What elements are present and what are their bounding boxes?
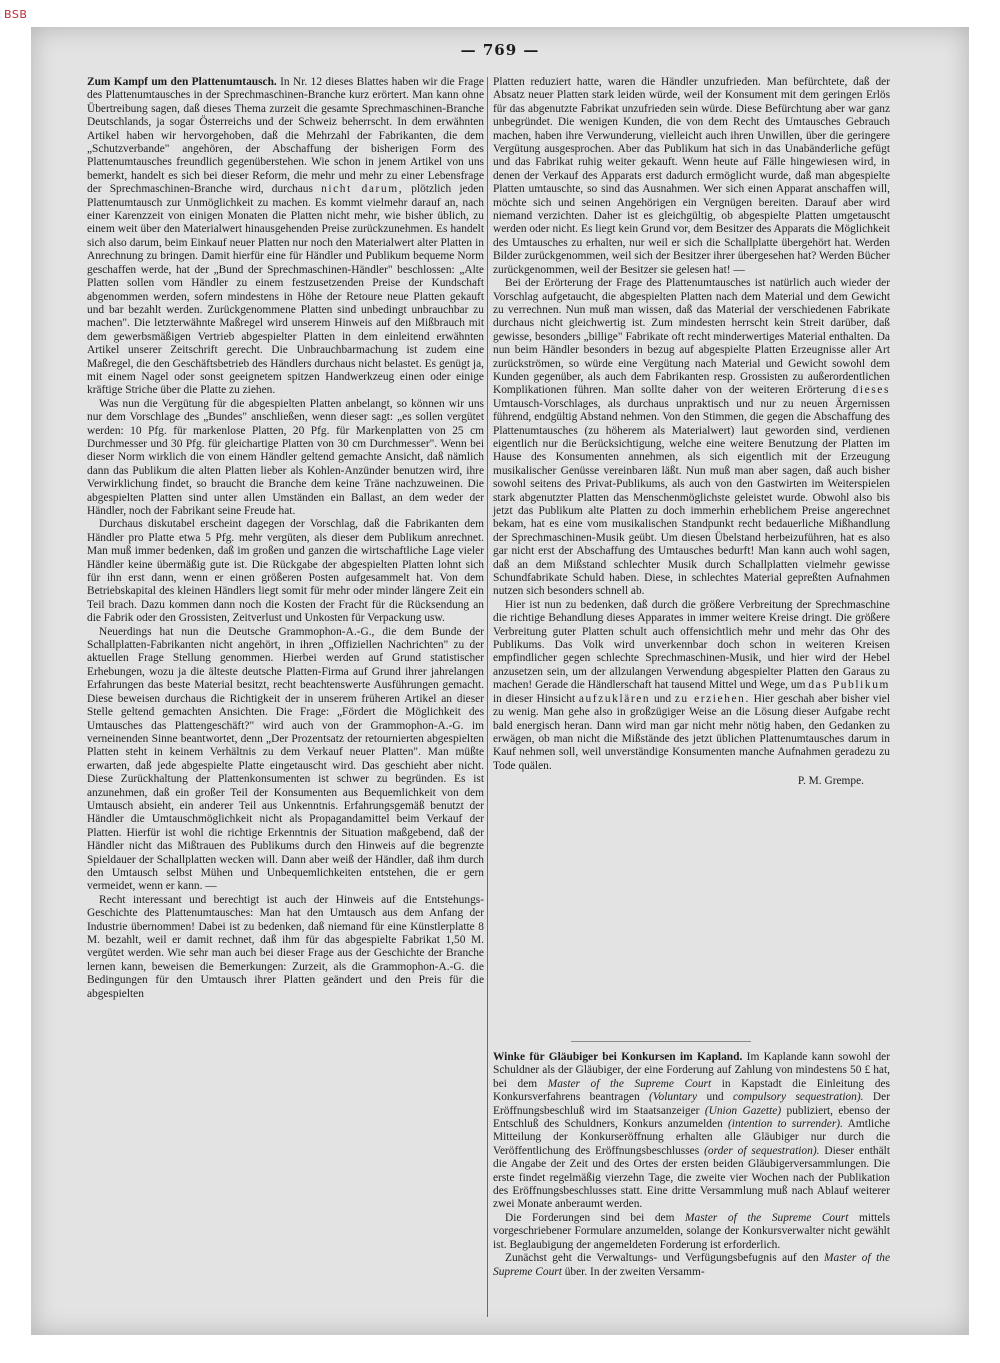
article-paragraph: Recht interessant und berechtigt ist auch der Hinweis auf die Entstehungs-Geschichte des Plattenumtausches: Man hat den Umtausch aus dem Anfang der Industrie übernommen! Dabei ist zu bedenken, daß niemand für eine Künstlerplatte 8 M. bezahlt, weil er damit rechnet, daß ihm für das abgespielte Fabrikat 1,50 M. vergütet werden. Wie sehr man auch bei dieser Frage aus der Geschichte der Branche lernen kann, beweisen die Bemerkungen: Zurzeit, als die Grammophon-A.-G. die Bedingungen für den Umtausch ihrer Platten geändert und den Preis für die abgespielten: [87, 893, 484, 1000]
article-paragraph: Bei der Erörterung der Frage des Plattenumtausches ist natürlich auch wieder der Vorschlag aufgetaucht, die abgespielten Platten nach dem Material und dem Gewicht zu verrechnen. Nun muß man wissen, daß das Material der verschiedenen Fabrikate durchaus nicht gleichwertig ist. Zum mindesten herrscht kein Streit darüber, daß gewisse, besonders „billige" Fabrikate oft recht minderwertiges Material enthalten. Da nun beim Händler besonders in bezug auf abgespielte Platten Erzeugnisse aller Art zurückströmen, so würde eine Vergütung nach Material und Gewicht sowohl dem Kunden gegenüber, als auch dem Fabrikanten resp. Grossisten zu außerordentlichen Komplikationen führen. Man sollte daher von der weiteren Erörterung dieses Umtausch-Vorschlages, als durchaus unpraktisch und nur zu neuen Ärgernissen führend, endgültig Abstand nehmen. Von den Stimmen, die gegen die Abschaffung des Plattenumtausches (zu höherem als Materialwert) laut geworden sind, verdienen eigentlich nur die Berücksichtigung, welche eine weitere Benutzung der Platten im Hause des Konsumenten annehmen, als sich eigentlich mit der Erzeugung musikalischer Genüsse vereinbaren läßt. Nun muß man aber sagen, daß auch bisher sowohl seitens des Privat-Publikums, als auch von den Gastwirten im Weiterspielen stark abgenutzter Platten das Menschenmöglichste geleistet wurde. Obwohl also bis jetzt das Publikum alte Platten zu doch immerhin erheblichem Preise angerechnet bekam, hat es eine vom musikalischen Standpunkt recht bedauerliche Mißhandlung der Sprechmaschinen-Musik geübt. Um diesen Übelstand herbeizuführen, hat es also gar nicht erst der Abschaffung des Umtausches bedurft! Man kann auch wohl sagen, daß an dem Mißstand schlechter Musik durch Schallplatten vielmehr gewisse Schundfabrikate Schuld haben. Diese, in schlechtes Material gepreßten Aufnahmen nutzen sich besonders schnell ab.: [493, 277, 890, 598]
left-column: [87, 76, 484, 1315]
right-column-top: [493, 76, 890, 789]
article-paragraph: Zum Kampf um den Plattenumtausch. In Nr. 12 dieses Blattes haben wir die Frage des Plattenumtausches in der Sprechmaschinen-Branche kurz erörtert. Man kann ohne Übertreibung sagen, daß dieses Thema zurzeit die gesamte Sprechmaschinen-Branche Deutschlands, ja sogar Österreichs und der Schweiz beherrscht. In dem erwähnten Artikel haben wir hervorgehoben, daß die Mehrzahl der Fabrikanten, die dem „Schutzverbande" angehören, der Abschaffung der bisherigen Form des Plattenumtausches freundlich gegenüberstehen. Wie schon in jenem Artikel von uns bemerkt, handelt es sich bei dieser Reform, die mehr und mehr zu einer Lebensfrage der Sprechmaschinen-Branche wird, durchaus nicht darum, plötzlich jeden Plattenumtausch zur Unmöglichkeit zu machen. Es kommt vielmehr darauf an, nach einer Karenzzeit von einigen Monaten die Platten nicht mehr, wie bisher üblich, zu einem weit über den Materialwert hinausgehenden Preise zurückzunehmen. Es handelt sich also darum, beim Einkauf neuer Platten nur noch den Materialwert alter Platten in Anrechnung zu bringen. Damit hierfür eine für Händler und Publikum bequeme Norm geschaffen werde, hat der „Bund der Sprechmaschinen-Händler" beschlossen: „Alte Platten sollen vom Händler zu einem festzusetzenden Preise der Kundschaft abgenommen werden, sofern mindestens in Höhe der Retoure neue Platten gekauft und bar bezahlt werden. Zurückgenommene Platten sind unbedingt unbrauchbar zu machen". Die letzterwähnte Maßregel wird unserem Hinweis auf den Mißbrauch mit dem gewerbsmäßigen Vertrieb abgespielter Platten in dem einleitend erwähnten Artikel unserer Zeitschrift gerecht. Die Unbrauchbarmachung ist zudem eine Maßregel, die den Geschäftsbetrieb des Händlers durchaus nicht belastet. Es genügt ja, mit einem Nagel oder sonst geeignetem spitzen Handwerkzeug einen oder einige kräftige Striche über die Platte zu ziehen.: [87, 76, 484, 397]
article-separator: [571, 1041, 751, 1042]
scanned-page: [31, 27, 969, 1335]
author-signature: P. M. Grempe.: [797, 775, 864, 788]
page-number: — 769 —: [460, 41, 540, 59]
article-paragraph: Neuerdings hat nun die Deutsche Grammophon-A.-G., die dem Bunde der Schallplatten-Fabrikanten nicht angehört, in ihren „Offiziellen Nachrichten" zu der aktuellen Frage Stellung genommen. Hierbei werden auf Grund statistischer Erhebungen, wozu ja die älteste deutsche Platten-Firma auf Grund ihrer jahrelangen Erfahrungen das beste Material besitzt, recht beachtenswerte Ausführungen gemacht. Diese beweisen durchaus die Richtigkeit der in unserem früheren Artikel an dieser Stelle geltend gemachten Ansichten. Die Frage: „Fördert die Möglichkeit des Umtausches das Plattengeschäft?" wird auch von der Grammophon-A.-G. im verneinenden Sinne beantwortet, denn „Der Prozentsatz der retournierten abgespielten Platten steht in keinem Verhältnis zu dem Verkauf neuer Platten". Man müßte erwarten, daß jede abgespielte Platte eingetauscht wird. Das geschieht aber nicht. Diese Zurückhaltung der Plattenkonsumenten ist schwer zu begründen. Es ist anzunehmen, daß ein großer Teil der Konsumenten aus Bequemlichkeit von dem Umtausch absieht, ein anderer Teil aus Unkenntnis. Erfahrungsgemäß benutzt der Händler die Umtauschmöglichkeit nicht als Propagandamittel beim Verkauf der Platten. Hierfür ist wohl die richtige Erkenntnis der Situation maßgebend, daß der Händler nicht das Mißtrauen des Publikums durch den Hinweis auf die begrenzte Spieldauer der Schallplatten wecken will. Dann aber weiß der Händler, daß ihm durch den Umtausch selbst Mühen und Unbequemlichkeiten entstehen, die er gern vermeidet, wenn er kann. —: [87, 625, 484, 893]
article-heading: Winke für Gläubiger bei Konkursen im Kapland.: [493, 1051, 743, 1063]
article-paragraph: Durchaus diskutabel erscheint dagegen der Vorschlag, daß die Fabrikanten dem Händler pro Platte etwa 5 Pfg. mehr vergüten, als dieser dem Publikum anrechnet. Man muß immer bedenken, daß im großen und ganzen die wirtschaftliche Lage vieler Händler keine übermäßig gute ist. Die Rückgabe der abgespielten Platten lohnt sich für ihn erst dann, wenn er einen größeren Posten aufgesammelt hat. Von dem Betriebskapital des kleinen Händlers liegt somit für mehr oder minder längere Zeit ein Teil brach. Dazu kommen dann noch die Kosten der Fracht für die Rücksendung an die Fabrik oder den Grossisten, Zeitverlust und Unkosten für Verpackung usw.: [87, 518, 484, 625]
article-heading: Zum Kampf um den Plattenumtausch.: [87, 76, 277, 88]
article-paragraph: Hier ist nun zu bedenken, daß durch die größere Verbreitung der Sprechmaschine die richtige Behandlung dieses Apparates in immer weitere Kreise dringt. Die größere Verbreitung guter Platten schult auch offensichtlich mehr und mehr das Ohr des Publikums. Das Volk wird unverkennbar doch schon in weiteren Kreisen empfindlicher gegen schlechte Sprechmaschinen-Musik, und hier wird der Hebel anzusetzen sein, um der allzulangen Verwendung abgespielter Platten den Garaus zu machen! Gerade die Händlerschaft hat tausend Mittel und Wege, um das Publikum in dieser Hinsicht aufzuklären und zu erziehen. Hier geschah aber bisher viel zu wenig. Man gehe also in großzügiger Weise an die Lösung dieser Aufgabe recht bald energisch heran. Dann wird man gar nicht mehr nötig haben, den Gedanken zu erwägen, ob man nicht die Mißstände des jetzt üblichen Plattenumtausches darum in Kauf nehmen soll, weil unverständige Konsumenten manche Aufnahmen geradezu zu Tode quälen.: [493, 598, 891, 772]
article-paragraph: Winke für Gläubiger bei Konkursen im Kapland. Im Kaplande kann sowohl der Schuldner als der Gläubiger, der eine Forderung auf Zahlung von mindestens 50 £ hat, bei dem Master of the Supreme Court in Kapstadt die Einleitung des Konkursverfahrens beantragen (Voluntary und compulsory sequestration). Der Eröffnungsbeschluß wird im Staatsanzeiger (Union Gazette) publiziert, ebenso der Entschluß des Schuldners, Konkurs anzumelden (intention to surrender). Amtliche Mitteilung der Konkurseröffnung erhalten alle Gläubiger nur durch die Veröffentlichung des Eröffnungsbeschlusses (order of sequestration). Dieser enthält die Angabe der Zeit und des Ortes der ersten beiden Gläubigerversammlungen. Die erste findet regelmäßig vierzehn Tage, die zweite vier Wochen nach der Publikation des Eröffnungsbeschlusses statt. Eine dritte Versammlung muß nach Ablauf weiterer zwei Monate anberaumt werden.: [493, 1051, 891, 1211]
article-paragraph: Die Forderungen sind bei dem Master of the Supreme Court mittels vorgeschriebener Formulare anzumelden, solange der Konkursverwalter nicht gewählt ist. Beglaubigung der angemeldeten Forderung ist erforderlich.: [493, 1211, 891, 1251]
article-paragraph: Was nun die Vergütung für die abgespielten Platten anbelangt, so können wir uns nur dem Vorschlage des „Bundes" anschließen, wenn dieser sagt: „es sollen vergütet werden: 10 Pfg. für markenlose Platten, 20 Pfg. für Markenplatten von 25 cm Durchmesser und 30 Pfg. für gleichartige Platten von 30 cm Durchmesser". Wenn bei dieser Norm wirklich die von einem Händler geltend gemachte Ansicht, daß nämlich dann das Publikum die alten Platten lieber als Kohlen-Anzünder benutzen wird, ihre Verwirklichung findet, so braucht die Branche dem keine Träne nachzuweinen. Die abgespielten Platten sind unter allen Umständen ein Ballast, an dem weder der Händler, noch der Fabrikant seine Freude hat.: [87, 397, 484, 517]
right-column-bottom: [493, 1051, 890, 1279]
article-paragraph: Platten reduziert hatte, waren die Händler unzufrieden. Man befürchtete, daß der Absatz neuer Platten stark leiden würde, weil der Konsument mit dem geringen Erlös für das abgenutzte Fabrikat unzufrieden sein würde. Diese Befürchtung aber war ganz unbegründet. Die wenigen Kunden, die von dem Recht des Umtausches Gebrauch machen, haben ihre Verwunderung, vielleicht auch ihren Unwillen, über die geringere Vergütung ausgesprochen. Aber das Publikum hat sich in das Unabänderliche gefügt und das Fabrikat ruhig weiter gekauft. Wenn heute auf Fälle hingewiesen wird, in denen der Verkauf des Apparats erst dadurch ermöglicht wurde, daß man abgespielte Platten umtauschte, so sind das Ausnahmen. Wer sich einen Apparat anschaffen will, möchte sich und seinen Angehörigen ein Vergnügen bereiten. Darauf aber wird niemand verzichten. Daher ist es gleichgültig, ob abgespielte Platten umgetauscht werden oder nicht. Es liegt kein Grund vor, dem Besitzer des Apparats die Möglichkeit des Umtausches zu erhalten, nur weil er sich die Schallplatte übergehört hat. Werden Bilder zurückgenommen, weil sich der Besitzer ihrer übergesehen hat? Werden Bücher zurückgenommen, weil der Besitzer sie gelesen hat! —: [493, 76, 890, 276]
column-divider: [487, 77, 488, 1317]
article-paragraph: Zunächst geht die Verwaltungs- und Verfügungsbefugnis auf den Master of the Supreme Court über. In der zweiten Versamm-: [493, 1252, 890, 1278]
library-stamp: BSB: [4, 8, 28, 21]
